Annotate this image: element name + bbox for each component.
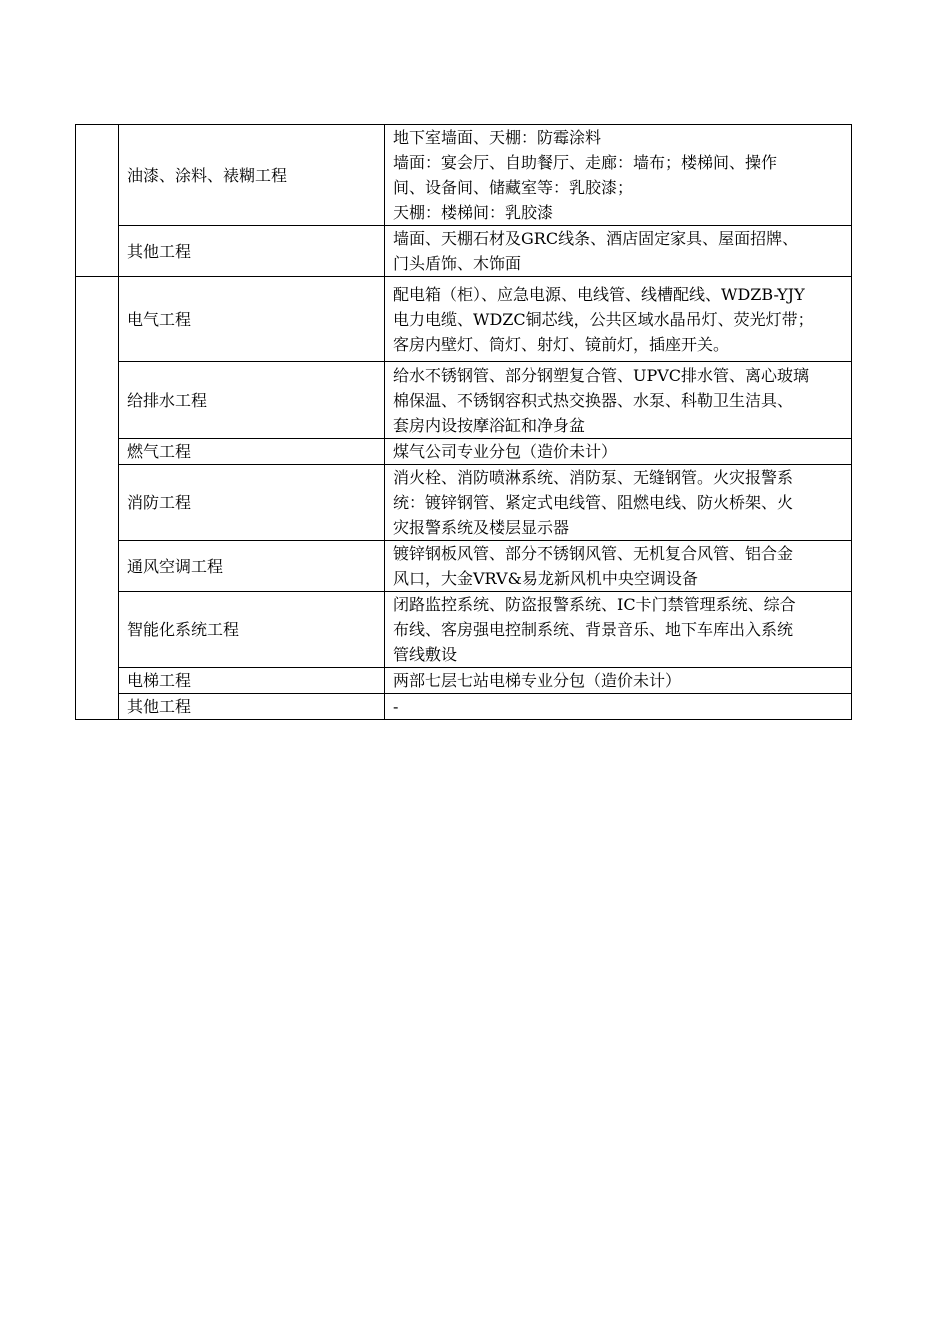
description-line: 电力电缆、WDZC铜芯线，公共区域水晶吊灯、荧光灯带； [393, 309, 814, 329]
table-row [76, 362, 852, 439]
description-line: 煤气公司专业分包（造价未计） [393, 442, 618, 461]
description-line: 镀锌钢板风管、部分不锈钢风管、无机复合风管、铝合金 [393, 544, 794, 563]
table-row [76, 694, 852, 720]
description-line: 间、设备间、储藏室等：乳胶漆； [393, 178, 634, 197]
description-line: 布线、客房强电控制系统、背景音乐、地下车库出入系统 [393, 620, 794, 639]
table-row [76, 439, 852, 465]
item-description-cell [385, 465, 852, 541]
description-line: 风口，大金VRV&易龙新风机中央空调设备 [393, 569, 698, 588]
item-name-cell: 电气工程 [119, 277, 385, 362]
table-row [76, 668, 852, 694]
item-name-cell: 消防工程 [119, 465, 385, 541]
description-line: 天棚：楼梯间：乳胶漆 [393, 203, 554, 222]
description-line: 给水不锈钢管、部分钢塑复合管、UPVC排水管、离心玻璃 [393, 365, 810, 385]
item-name-cell: 通风空调工程 [119, 541, 385, 592]
description-line: 门头盾饰、木饰面 [393, 254, 522, 273]
description-line: 两部七层七站电梯专业分包（造价未计） [393, 671, 682, 690]
specification-table [75, 124, 852, 720]
table-row [76, 465, 852, 541]
table-row [76, 277, 852, 362]
description-line: 配电箱（柜）、应急电源、电线管、线槽配线、WDZB-YJY [393, 284, 805, 304]
item-description-cell [385, 694, 852, 720]
description-line: 套房内设按摩浴缸和净身盆 [393, 415, 586, 435]
item-name-cell: 智能化系统工程 [119, 592, 385, 668]
description-line: 统：镀锌钢管、紧定式电线管、阻燃电线、防火桥架、火 [393, 493, 794, 512]
item-description-cell [385, 439, 852, 465]
description-line: 管线敷设 [393, 645, 458, 664]
item-name-cell: 其他工程 [119, 694, 385, 720]
item-name-cell: 其他工程 [119, 226, 385, 277]
item-name-cell: 电梯工程 [119, 668, 385, 694]
description-line: - [393, 697, 399, 716]
description-line: 消火栓、消防喷淋系统、消防泵、无缝钢管。火灾报警系 [393, 468, 794, 487]
group-cell-installation [76, 277, 119, 720]
item-name-cell: 给排水工程 [119, 362, 385, 439]
item-name-cell: 燃气工程 [119, 439, 385, 465]
table-row [76, 592, 852, 668]
table-row [76, 226, 852, 277]
item-description-cell [385, 541, 852, 592]
group-cell-decoration [76, 125, 119, 277]
description-line: 客房内壁灯、筒灯、射灯、镜前灯，插座开关。 [393, 334, 730, 354]
description-line: 墙面、天棚石材及GRC线条、酒店固定家具、屋面招牌、 [393, 229, 799, 248]
item-description-cell [385, 277, 852, 362]
item-description-cell [385, 362, 852, 439]
table-row [76, 541, 852, 592]
description-line: 灾报警系统及楼层显示器 [393, 518, 570, 537]
description-line: 地下室墙面、天棚：防霉涂料 [393, 128, 602, 147]
table-row [76, 125, 852, 226]
item-description-cell [385, 668, 852, 694]
item-description-cell [385, 592, 852, 668]
item-description-cell [385, 125, 852, 226]
item-description-cell [385, 226, 852, 277]
description-line: 棉保温、不锈钢容积式热交换器、水泵、科勒卫生洁具、 [393, 390, 794, 410]
item-name-cell: 油漆、涂料、裱糊工程 [119, 125, 385, 226]
description-line: 墙面：宴会厅、自助餐厅、走廊：墙布；楼梯间、操作 [393, 153, 778, 172]
description-line: 闭路监控系统、防盗报警系统、IC卡门禁管理系统、综合 [393, 595, 796, 614]
